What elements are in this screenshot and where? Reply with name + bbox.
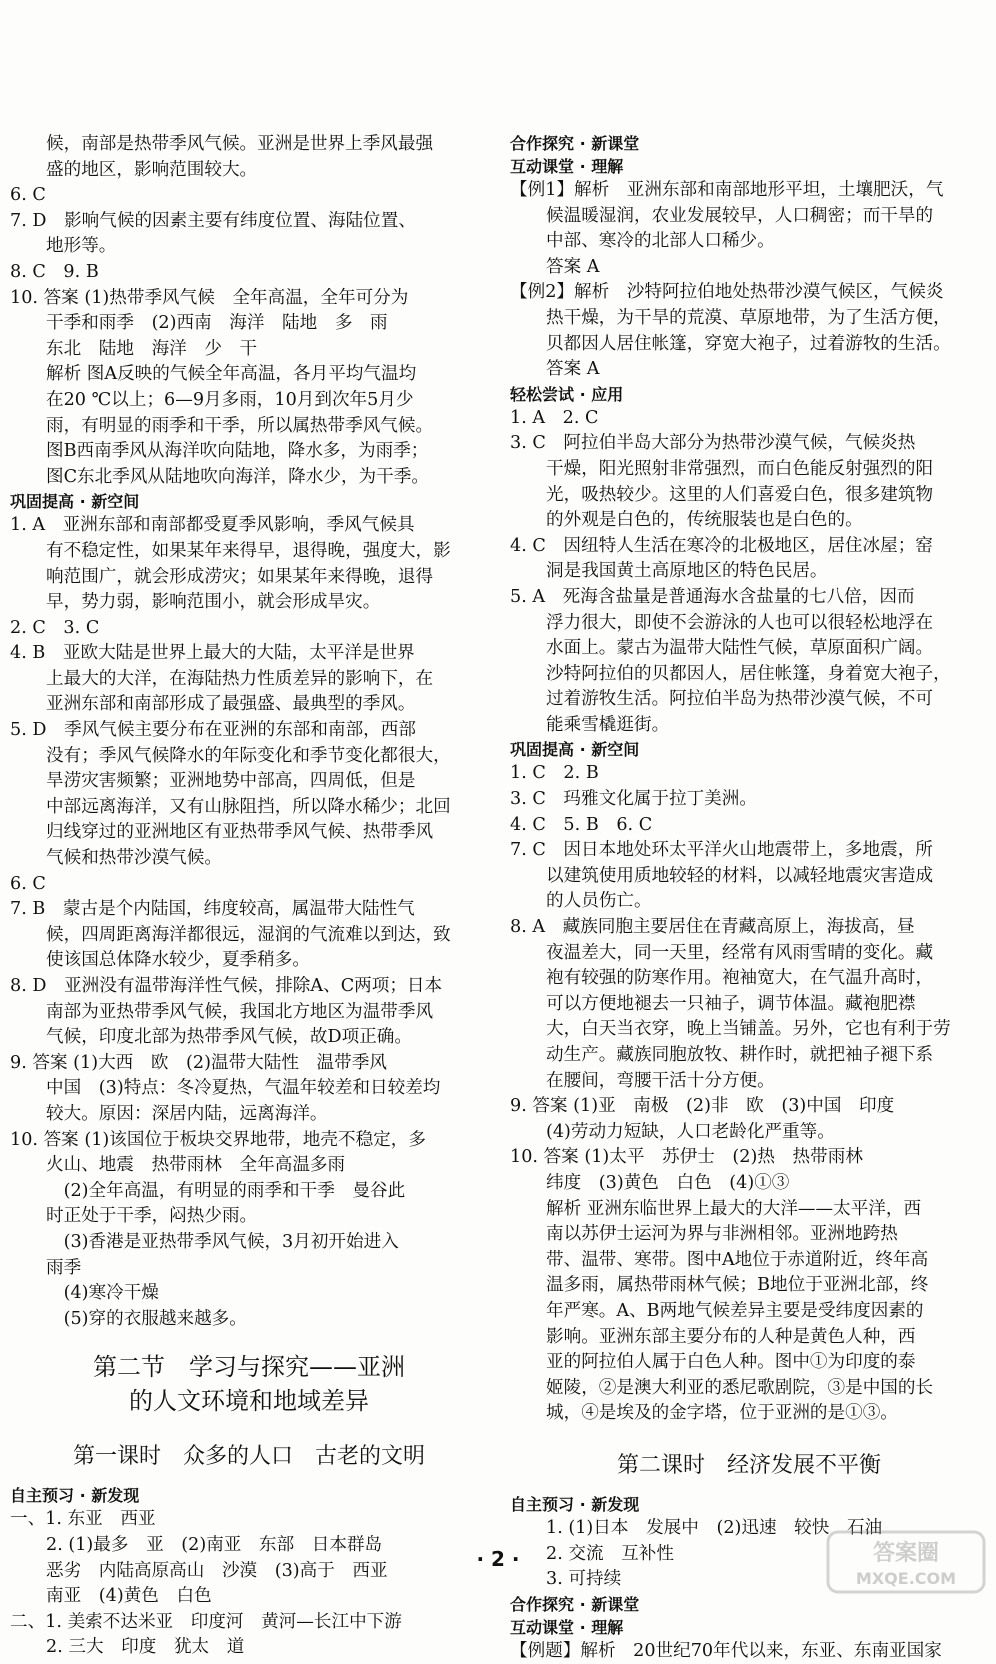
right-column — [510, 132, 988, 1664]
answer-line: 在腰间，弯腰干活十分方便。 — [546, 1070, 775, 1091]
section-heading: 自主预习 · 新发现 — [510, 1494, 640, 1514]
section-heading: 互动课堂 · 理解 — [510, 1617, 624, 1637]
answer-line: 光，吸热较少。这里的人们喜爱白色，很多建筑物 — [546, 484, 934, 505]
answer-line: 9. 答案 (1)亚 南极 (2)非 欧 (3)中国 印度 — [510, 1096, 895, 1117]
watermark-logo — [826, 1530, 986, 1594]
answer-line: 中部远离海洋，又有山脉阻挡，所以降水稀少；北回 — [46, 796, 451, 817]
answer-line: 雨季 — [46, 1257, 82, 1278]
answer-line: 10. 答案 (1)热带季风气候 全年高温，全年可分为 — [10, 287, 409, 308]
answer-line: 亚的阿拉伯人属于白色人种。图中①为印度的泰 — [546, 1352, 916, 1373]
answer-line: 响范围广，就会形成涝灾；如果某年来得晚，退得 — [46, 566, 434, 587]
answer-line: 2. 三大 印度 犹太 道 — [46, 1637, 245, 1658]
answer-line: 旱涝灾害频繁；亚洲地势中部高，四周低，但是 — [46, 771, 416, 792]
answer-line: 10. 答案 (1)该国位于板块交界地带，地壳不稳定，多 — [10, 1129, 426, 1150]
answer-line: 纬度 (3)黄色 白色 (4)①③ — [546, 1172, 790, 1193]
answer-line: 4. C 5. B 6. C — [510, 814, 653, 835]
answer-line: 东北 陆地 海洋 少 干 — [46, 338, 258, 359]
answer-line: 影响。亚洲东部主要分布的人种是黄色人种，西 — [546, 1326, 916, 1347]
page-number: · 2 · — [476, 1547, 520, 1571]
answer-line: 答案 A — [546, 256, 600, 277]
answer-line: 归线穿过的亚洲地区有亚热带季风气候、热带季风 — [46, 822, 434, 843]
answer-line: 候，四周距离海洋都很远，湿润的气流难以到达，致 — [46, 924, 451, 945]
answer-line: 时正处于干季，闷热少雨。 — [46, 1206, 258, 1227]
answer-line: 盛的地区，影响范围较大。 — [46, 159, 258, 180]
answer-line: 8. D 亚洲没有温带海洋性气候，排除A、C两项；日本 — [10, 976, 443, 996]
answer-line: (4)劳动力短缺，人口老龄化严重等。 — [546, 1121, 835, 1142]
section-heading: 互动课堂 · 理解 — [510, 157, 624, 176]
answer-line: 【例题】解析 20世纪70年代以来，东亚、东南亚国家 — [510, 1640, 942, 1661]
answer-line: 夜温差大，同一天里，经常有风雨雪晴的变化。藏 — [546, 942, 934, 963]
answer-line: 4. C 因纽特人生活在寒冷的北极地区，居住冰屋；窑 — [510, 535, 933, 556]
answer-line: 温多雨，属热带雨林气候；B地位于亚洲北部，终 — [546, 1275, 929, 1296]
answer-line: 1. A 2. C — [510, 407, 599, 428]
answer-line: 解析 图A反映的气候全年高温，各月平均气温均 — [46, 364, 417, 385]
answer-line: 以建筑使用质地较轻的材料，以减轻地震灾害造成 — [546, 865, 934, 886]
answer-line: 一、1. 东亚 西亚 — [10, 1509, 156, 1530]
section-heading: 合作探究 · 新课堂 — [510, 1594, 640, 1614]
answer-line: 7. C 因日本地处环太平洋火山地震带上，多地震，所 — [510, 840, 933, 861]
answer-line: 1. A 亚洲东部和南部都受夏季风影响，季风气候具 — [10, 515, 415, 536]
answer-line: 年严寒。A、B两地气候差异主要是受纬度因素的 — [546, 1300, 924, 1321]
answer-line: (5)穿的衣服越来越多。 — [46, 1308, 247, 1329]
answer-line: 6. C — [10, 873, 46, 894]
answer-line: 1. C 2. B — [510, 763, 599, 784]
answer-line: 有不稳定性，如果某年来得早，退得晚，强度大，影 — [46, 540, 451, 561]
answer-line: 火山、地震 热带雨林 全年高温多雨 — [46, 1155, 346, 1176]
answer-line: 干燥，阳光照射非常强烈，而白色能反射强烈的阳 — [546, 458, 934, 479]
answer-line: 过着游牧生活。阿拉伯半岛为热带沙漠气候，不可 — [546, 689, 934, 710]
answer-line: 5. A 死海含盐量是普通海水含盐量的七八倍，因而 — [510, 586, 915, 607]
answer-line: 的人员伤亡。 — [546, 891, 652, 912]
answer-line: 袍有较强的防寒作用。袍袖宽大，在气温升高时， — [546, 968, 934, 989]
answer-line: 4. B 亚欧大陆是世界上最大的大陆，太平洋是世界 — [10, 643, 415, 664]
answer-line: 8. A 藏族同胞主要居住在青藏高原上，海拔高，昼 — [510, 917, 915, 938]
answer-line: 图B西南季风从海洋吹向陆地，降水多，为雨季； — [46, 441, 429, 462]
answer-line: 上最大的大洋，在海陆热力性质差异的影响下，在 — [46, 668, 434, 689]
answer-line: 南部为亚热带季风气候，我国北方地区为温带季风 — [46, 1001, 434, 1022]
section-heading: 轻松尝试 · 应用 — [510, 384, 624, 404]
answer-line: 3. C 阿拉伯半岛大部分为热带沙漠气候，气候炎热 — [510, 433, 916, 454]
answer-line: 5. D 季风气候主要分布在亚洲的东部和南部，西部 — [10, 720, 416, 741]
answer-line: 中国 (3)特点：冬冷夏热，气温年较差和日较差均 — [46, 1078, 441, 1099]
answer-line: 气候，印度北部为热带季风气候，故D项正确。 — [46, 1027, 412, 1048]
answer-line: 贝都因人居住帐篷，穿宽大袍子，过着游牧的生活。 — [546, 333, 951, 354]
answer-line: 使该国总体降水较少，夏季稍多。 — [46, 950, 310, 971]
answer-line: 洞是我国黄土高原地区的特色民居。 — [546, 561, 828, 582]
answer-line: 南以苏伊士运河为界与非洲相邻。亚洲地跨热 — [546, 1224, 898, 1245]
section-heading: 自主预习 · 新发现 — [10, 1486, 140, 1506]
answer-line: 动生产。藏族同胞放牧、耕作时，就把袖子褪下系 — [546, 1045, 934, 1065]
answer-line: 的外观是白色的，传统服装也是白色的。 — [546, 510, 863, 531]
answer-line: 【例1】解析 亚洲东部和南部地形平坦，土壤肥沃，气 — [510, 180, 944, 200]
answer-line: 浮力很大，即使不会游泳的人也可以很轻松地浮在 — [546, 612, 934, 633]
answer-line: 地形等。 — [46, 236, 117, 257]
answer-line: 7. B 蒙古是个内陆国，纬度较高，属温带大陆性气 — [10, 899, 415, 920]
section-title: 第二节 学习与探究——亚洲 — [93, 1353, 405, 1382]
answer-line: 热干燥，为干旱的荒漠、草原地带，为了生活方便， — [546, 307, 951, 328]
section-heading: 巩固提高 · 新空间 — [10, 492, 140, 512]
answer-line: 二、1. 美索不达米亚 印度河 黄河—长江中下游 — [10, 1611, 402, 1632]
section-heading: 合作探究 · 新课堂 — [510, 134, 640, 153]
answer-line: 没有；季风气候降水的年际变化和季节变化都很大， — [46, 745, 451, 766]
answer-line: 南亚 (4)黄色 白色 — [46, 1586, 212, 1607]
answer-line: 2. C 3. C — [10, 617, 100, 638]
answer-line: 姬陵，②是澳大利亚的悉尼歌剧院，③是中国的长 — [546, 1377, 934, 1398]
answer-line: (2)全年高温，有明显的雨季和干季 曼谷此 — [46, 1180, 406, 1201]
answer-line: (3)香港是亚热带季风气候，3月初开始进入 — [46, 1231, 399, 1252]
svg-text:MXQE.COM: MXQE.COM — [855, 1569, 957, 1588]
answer-line: 干季和雨季 (2)西南 海洋 陆地 多 雨 — [46, 313, 388, 334]
answer-line: 可以方便地褪去一只袖子，调节体温。藏袍肥襟 — [546, 993, 916, 1014]
answer-line: 9. 答案 (1)大西 欧 (2)温带大陆性 温带季风 — [10, 1052, 387, 1073]
answer-line: 雨，有明显的雨季和干季，所以属热带季风气候。 — [46, 415, 434, 436]
svg-text:答案圈: 答案圈 — [872, 1541, 940, 1566]
answer-line: 答案 A — [546, 359, 600, 380]
answer-line: 6. C — [10, 185, 46, 206]
answer-line: 城，④是埃及的金字塔，位于亚洲的是①③。 — [546, 1403, 898, 1424]
lesson-title: 第二课时 经济发展不平衡 — [616, 1452, 881, 1478]
answer-line: 2. (1)最多 亚 (2)南亚 东部 日本群岛 — [46, 1534, 383, 1555]
answer-line: 10. 答案 (1)太平 苏伊士 (2)热 热带雨林 — [510, 1147, 863, 1168]
answer-line: 【例2】解析 沙特阿拉伯地处热带沙漠气候区，气候炎 — [510, 282, 944, 303]
answer-line: 带、温带、寒带。图中A地位于赤道附近，终年高 — [546, 1249, 929, 1270]
answer-line: 沙特阿拉伯的贝都因人，居住帐篷，身着宽大袍子， — [546, 663, 951, 684]
lesson-title: 第一课时 众多的人口 古老的文明 — [72, 1444, 425, 1470]
answer-line: (4)寒冷干燥 — [46, 1283, 159, 1304]
answer-line: 亚洲东部和南部形成了最强盛、最典型的季风。 — [46, 694, 416, 715]
answer-line: 解析 亚洲东临世界上最大的大洋——太平洋，西 — [546, 1198, 922, 1219]
left-column — [10, 132, 488, 1661]
answer-line: 在20 ℃以上；6—9月多雨，10月到次年5月少 — [46, 389, 414, 410]
answer-line: 中部、寒冷的北部人口稀少。 — [546, 231, 775, 252]
section-title: 的人文环境和地域差异 — [129, 1387, 369, 1416]
answer-line: 候温暖湿润，农业发展较早，人口稠密；而干旱的 — [546, 205, 934, 226]
answer-line: 水面上。蒙古为温带大陆性气候，草原面积广阔。 — [546, 638, 934, 659]
answer-line: 7. D 影响气候的因素主要有纬度位置、海陆位置、 — [10, 210, 416, 231]
answer-line: 大，白天当衣穿，晚上当铺盖。另外，它也有利于劳 — [546, 1019, 951, 1040]
answer-line: 8. C 9. B — [10, 261, 99, 282]
answer-line: 3. C 玛雅文化属于拉丁美洲。 — [510, 789, 757, 810]
answer-line: 2. 交流 互补性 — [546, 1543, 674, 1564]
answer-line: 早，势力弱，影响范围小，就会形成旱灾。 — [46, 592, 381, 613]
answer-line: 较大。原因：深居内陆，远离海洋。 — [46, 1103, 328, 1124]
answer-line: 恶劣 内陆高原高山 沙漠 (3)高于 西亚 — [46, 1560, 388, 1581]
answer-line: 3. 可持续 — [546, 1569, 622, 1590]
answer-line: 图C东北季风从陆地吹向海洋，降水少，为干季。 — [46, 466, 429, 487]
answer-line: 气候和热带沙漠气候。 — [46, 848, 222, 869]
answer-line: 1. (1)日本 发展中 (2)迅速 较快 石油 — [546, 1517, 883, 1538]
section-heading: 巩固提高 · 新空间 — [510, 740, 640, 760]
answer-line: 能乘雪橇逛街。 — [546, 714, 670, 735]
answer-line: 候，南部是热带季风气候。亚洲是世界上季风最强 — [46, 134, 434, 154]
